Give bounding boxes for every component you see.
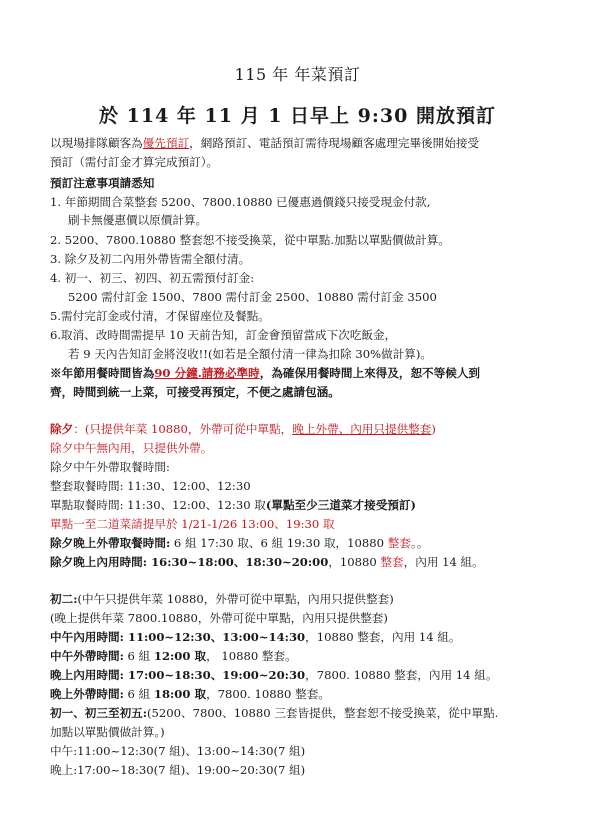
priority-highlight: 優先預訂 (142, 136, 190, 150)
note-5: 5.需付完訂金或付清，才保留座位及餐點。 (50, 309, 270, 323)
note-6: 6.取消、改時間需提早 10 天前告知，訂金會預留當成下次吃飯金， (50, 328, 397, 342)
day2-evening-note: (晚上提供年菜 7800.10880，外帶可從中單點，內用只提供整套) (50, 611, 388, 625)
eve-night-dinein: 除夕晚上內用時間: 16:30~18:00、18:30~20:00，10880 整套，內用 14 組。 (50, 555, 484, 569)
booking-open-headline: 於 114 年 11 月 1 日早上 9:30 開放預訂 (99, 105, 496, 127)
other-days-heading: 初一、初三至初五:(5200、7800、10880 三套皆提供，整套恕不接受換菜，從中單點. (50, 706, 499, 720)
page-title: 115 年 年菜預訂 (234, 65, 361, 84)
day2-night-dinein: 晚上內用時間: 17:00~18:30、19:00~20:30，7800. 10880 整套，內用 14 組。 (50, 668, 498, 682)
dining-time-warning-continued: 齊，時間到統一上菜，可接受再預定，不便之處請包涵。 (50, 385, 340, 399)
note-4: 4. 初一、初三、初四、初五需預付訂金: (50, 271, 255, 285)
warning-highlight: 90 分鐘.請務必準時 (154, 366, 260, 380)
eve-set-pickup: 整套取餐時間: 11:30、12:00、12:30 (50, 479, 251, 493)
dining-time-warning: ※年節用餐時間皆為90 分鐘.請務必準時，為確保用餐時間上來得及，恕不等候人到 (50, 366, 481, 380)
day2-night-takeout: 晚上外帶時間: 6 組 18:00 取，7800. 10880 整套。 (50, 687, 330, 701)
note-2: 2. 5200、7800.10880 整套恕不接受換菜，從中單點.加點以單點價做計算。 (50, 233, 450, 247)
day2-noon-dinein: 中午內用時間: 11:00~12:30、13:00~14:30，10880 整套，內用 14 組。 (50, 630, 461, 644)
note-4-deposits: 5200 需付訂金 1500、7800 需付訂金 2500、10880 需付訂金 3500 (68, 290, 437, 304)
eve-single-deadline: 單點一至二道菜請提早於 1/21-1/26 13:00、19:30 取 (50, 517, 335, 531)
note-3: 3. 除夕及初二內用外帶皆需全額付清。 (50, 252, 251, 266)
note-6-continued: 若 9 天內告知訂金將沒收!!(如若是全額付清一律為扣除 30%做計算)。 (68, 347, 433, 361)
eve-pickup-title: 除夕中午外帶取餐時間: (50, 460, 170, 474)
other-days-noon-slots: 中午:11:00~12:30(7 組)、13:00~14:30(7 組) (50, 744, 306, 758)
intro-line-1: 以現場排隊顧客為優先預訂，網路預訂、電話預訂需待現場顧客處理完畢後開始接受 (50, 136, 480, 150)
eve-section-heading: 除夕：(只提供年菜 10880，外帶可從中單點，晚上外帶、內用只提供整套) (50, 422, 436, 436)
intro-line-2: 預訂（需付訂金才算完成預訂）。 (50, 155, 219, 169)
note-1: 1. 年節期間合菜整套 5200、7800.10880 已優惠過價錢只接受現金付款, (50, 195, 431, 209)
other-days-desc-continued: 加點以單點價做計算。) (50, 725, 165, 739)
note-1-continued: 刷卡無優惠價以原價計算。 (68, 213, 208, 227)
day2-noon-takeout: 中午外帶時間: 6 組 12:00 取， 10880 整套。 (50, 649, 297, 663)
other-days-night-slots: 晚上:17:00~18:30(7 組)、19:00~20:30(7 組) (50, 763, 306, 777)
eve-night-takeout: 除夕晚上外帶取餐時間: 6 組 17:30 取、6 組 19:30 取，10880 整套。。 (50, 536, 429, 550)
eve-noon-note: 除夕中午無內用，只提供外帶。 (50, 441, 213, 455)
eve-single-pickup: 單點取餐時間: 11:30、12:00、12:30 取(單點至少三道菜才接受預訂) (50, 498, 416, 512)
day2-section-heading: 初二:(中午只提供年菜 10880，外帶可從中單點，內用只提供整套) (50, 592, 394, 606)
notes-heading: 預訂注意事項請悉知 (50, 176, 155, 190)
